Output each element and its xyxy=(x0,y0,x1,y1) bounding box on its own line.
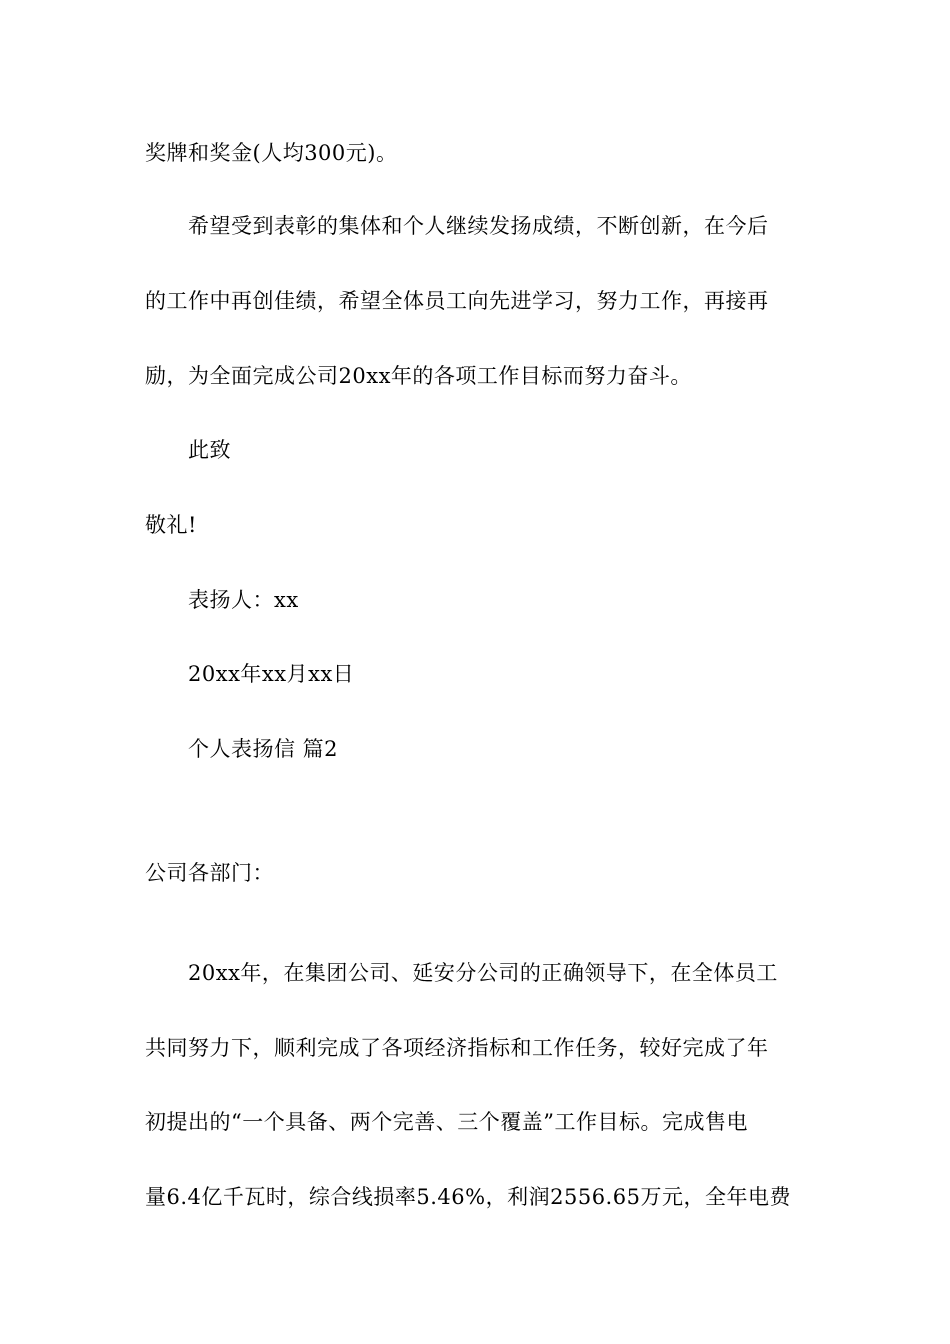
section-title: 个人表扬信 篇2 xyxy=(188,737,339,761)
body-line-4: 量6.4亿千瓦时，综合线损率5.46%，利润2556.65万元，全年电费 xyxy=(145,1185,791,1209)
letter-salutation: 公司各部门： xyxy=(145,861,274,885)
text-line-hope-3: 励，为全面完成公司20xx年的各项工作目标而努力奋斗。 xyxy=(145,364,692,388)
signature-praiser: 表扬人：xx xyxy=(188,588,299,612)
body-line-2: 共同努力下，顺利完成了各项经济指标和工作任务，较好完成了年 xyxy=(145,1036,769,1060)
body-line-1: 20xx年，在集团公司、延安分公司的正确领导下，在全体员工 xyxy=(188,961,778,985)
text-line-hope-1: 希望受到表彰的集体和个人继续发扬成绩，不断创新，在今后 xyxy=(188,214,769,238)
signature-date: 20xx年xx月xx日 xyxy=(188,662,355,686)
text-line-award: 奖牌和奖金(人均300元)。 xyxy=(145,141,398,165)
body-line-3: 初提出的“一个具备、两个完善、三个覆盖”工作目标。完成售电 xyxy=(145,1110,748,1134)
closing-greeting: 此致 xyxy=(188,438,231,462)
closing-salute: 敬礼! xyxy=(145,513,197,537)
text-line-hope-2: 的工作中再创佳绩，希望全体员工向先进学习，努力工作，再接再 xyxy=(145,289,769,313)
